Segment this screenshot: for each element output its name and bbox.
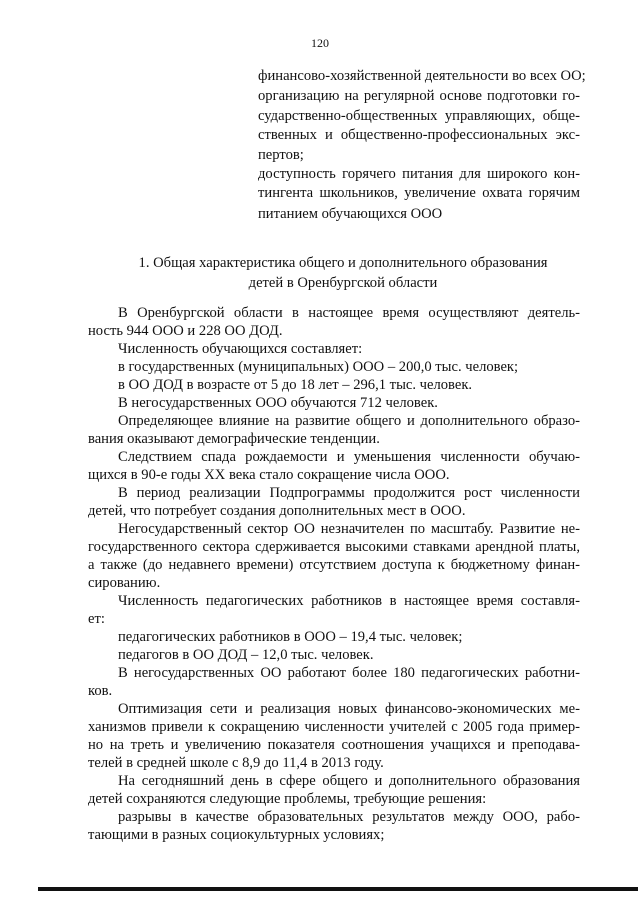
bottom-rule [38, 887, 638, 891]
intro-line: сударственно-общественных управляющих, обще- [258, 108, 580, 124]
body-line: В период реализации Подпрограммы продолжится рост численности [118, 485, 580, 501]
body-line: педагогов в ОО ДОД – 12,0 тыс. человек. [118, 647, 374, 663]
body-line: ность 944 ООО и 228 ОО ДОД. [88, 323, 283, 339]
body-line: детей, что потребует создания дополнительных мест в ООО. [88, 503, 466, 519]
body-line: На сегодняшний день в сфере общего и дополнительного образования [118, 773, 580, 789]
body-line: щихся в 90-е годы XX века стало сокращение числа ООО. [88, 467, 450, 483]
intro-line: организацию на регулярной основе подготовки го- [258, 88, 580, 104]
body-line: ханизмов привели к сокращению численности учителей с 2005 года пример- [88, 719, 580, 735]
body-line: Численность педагогических работников в настоящее время составля- [118, 593, 580, 609]
body-line: ков. [88, 683, 113, 699]
section-heading-line: 1. Общая характеристика общего и дополнительного образования [138, 255, 548, 271]
body-line: телей в средней школе с 8,9 до 11,4 в 2013 году. [88, 755, 384, 771]
body-line: В негосударственных ОО работают более 180 педагогических работни- [118, 665, 580, 681]
body-line: В негосударственных ООО обучаются 712 человек. [118, 395, 438, 411]
body-line: Следствием спада рождаемости и уменьшения численности обучаю- [118, 449, 580, 465]
body-line: В Оренбургской области в настоящее время осуществляют деятель- [118, 305, 580, 321]
body-line: тающими в разных социокультурных условиях; [88, 827, 385, 843]
intro-line: ственных и общественно-профессиональных экс- [258, 127, 580, 143]
page-number: 120 [311, 36, 329, 50]
body-line: детей сохраняются следующие проблемы, требующие решения: [88, 791, 487, 807]
intro-line: питанием обучающихся ООО [258, 206, 443, 222]
intro-line: тингента школьников, увеличение охвата горячим [258, 185, 580, 201]
body-line: Негосударственный сектор ОО незначителен по масштабу. Развитие не- [118, 521, 580, 537]
body-line: педагогических работников в ООО – 19,4 тыс. человек; [118, 629, 463, 645]
body-line: Численность обучающихся составляет: [118, 341, 363, 357]
body-line: вания оказывают демографические тенденции. [88, 431, 380, 447]
section-heading-line: детей в Оренбургской области [248, 275, 438, 291]
body-line: государственного сектора сдерживается высокими ставками арендной платы, [88, 539, 580, 555]
body-line: в ОО ДОД в возрасте от 5 до 18 лет – 296,1 тыс. человек. [118, 377, 473, 393]
body-line: сированию. [88, 575, 161, 591]
body-line: но на треть и увеличению показателя соотношения учащихся и преподава- [88, 737, 580, 753]
body-line: а также (до недавнего времени) отсутствием доступа к бюджетному финан- [88, 557, 580, 573]
body-line: Определяющее влияние на развитие общего и дополнительного образо- [118, 413, 580, 429]
intro-line: пертов; [258, 147, 304, 163]
body-line: ет: [88, 611, 105, 627]
body-line: в государственных (муниципальных) ООО – 200,0 тыс. человек; [118, 359, 519, 375]
intro-line: финансово-хозяйственной деятельности во всех ОО; [258, 68, 586, 84]
intro-line: доступность горячего питания для широкого кон- [258, 166, 580, 182]
body-line: разрывы в качестве образовательных результатов между ООО, рабо- [118, 809, 580, 825]
body-line: Оптимизация сети и реализация новых финансово-экономических ме- [118, 701, 580, 717]
